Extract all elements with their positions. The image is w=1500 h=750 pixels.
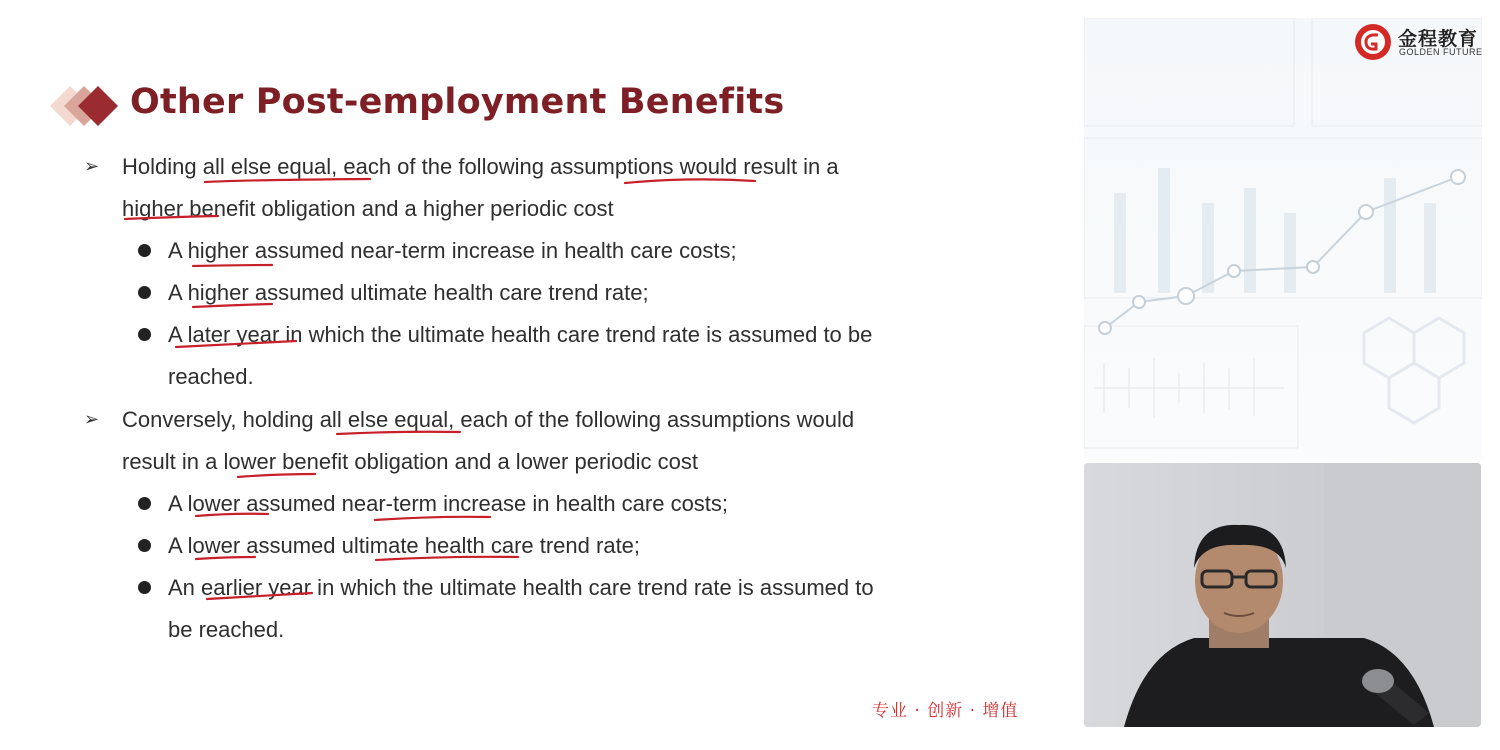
title-area [44,78,1044,134]
slogan: 专业 · 创新 · 增值 [872,701,1019,721]
background-infographic [1084,18,1482,458]
point-1-bullet-1: A higher assumed near-term increase in health care costs; [168,238,737,263]
point-1-bullet-3-line-2: reached. [168,364,254,389]
point-1-bullet-3-line-1: A later year in which the ultimate health care trend rate is assumed to be [168,322,873,347]
dot-bullet-icon [138,244,151,257]
point-2-bullet-3-line-1: An earlier year in which the ultimate health care trend rate is assumed to [168,575,874,600]
dot-bullet-icon [138,497,151,510]
point-1-line-1: Holding all else equal, each of the following assumptions would result in a [122,154,839,179]
arrow-bullet-icon: ➢ [84,156,100,176]
point-2-bullet-2: A lower assumed ultimate health care trend rate; [168,533,641,558]
point-2-bullet-3-line-2: be reached. [168,617,285,642]
dot-bullet-icon [138,581,151,594]
point-1-line-2: higher benefit obligation and a higher periodic cost [122,196,614,221]
webcam-video [1084,463,1481,727]
page-title: Other Post-employment Benefits [130,82,785,122]
dot-bullet-icon [138,286,151,299]
dot-bullet-icon [138,328,151,341]
point-1-bullet-2: A higher assumed ultimate health care trend rate; [168,280,649,305]
logo-english-name: GOLDEN FUTURE [1399,47,1483,57]
dot-bullet-icon [138,539,151,552]
title-diamonds-icon [44,82,130,130]
presenter-icon [1084,463,1481,727]
point-2-line-2: result in a lower benefit obligation and a lower periodic cost [122,449,698,474]
point-2-line-1: Conversely, holding all else equal, each of the following assumptions would [122,407,855,432]
arrow-bullet-icon: ➢ [84,409,100,429]
point-2-bullet-1: A lower assumed near-term increase in health care costs; [168,491,729,516]
logo-chinese-name: 金程教育 [1398,28,1479,50]
